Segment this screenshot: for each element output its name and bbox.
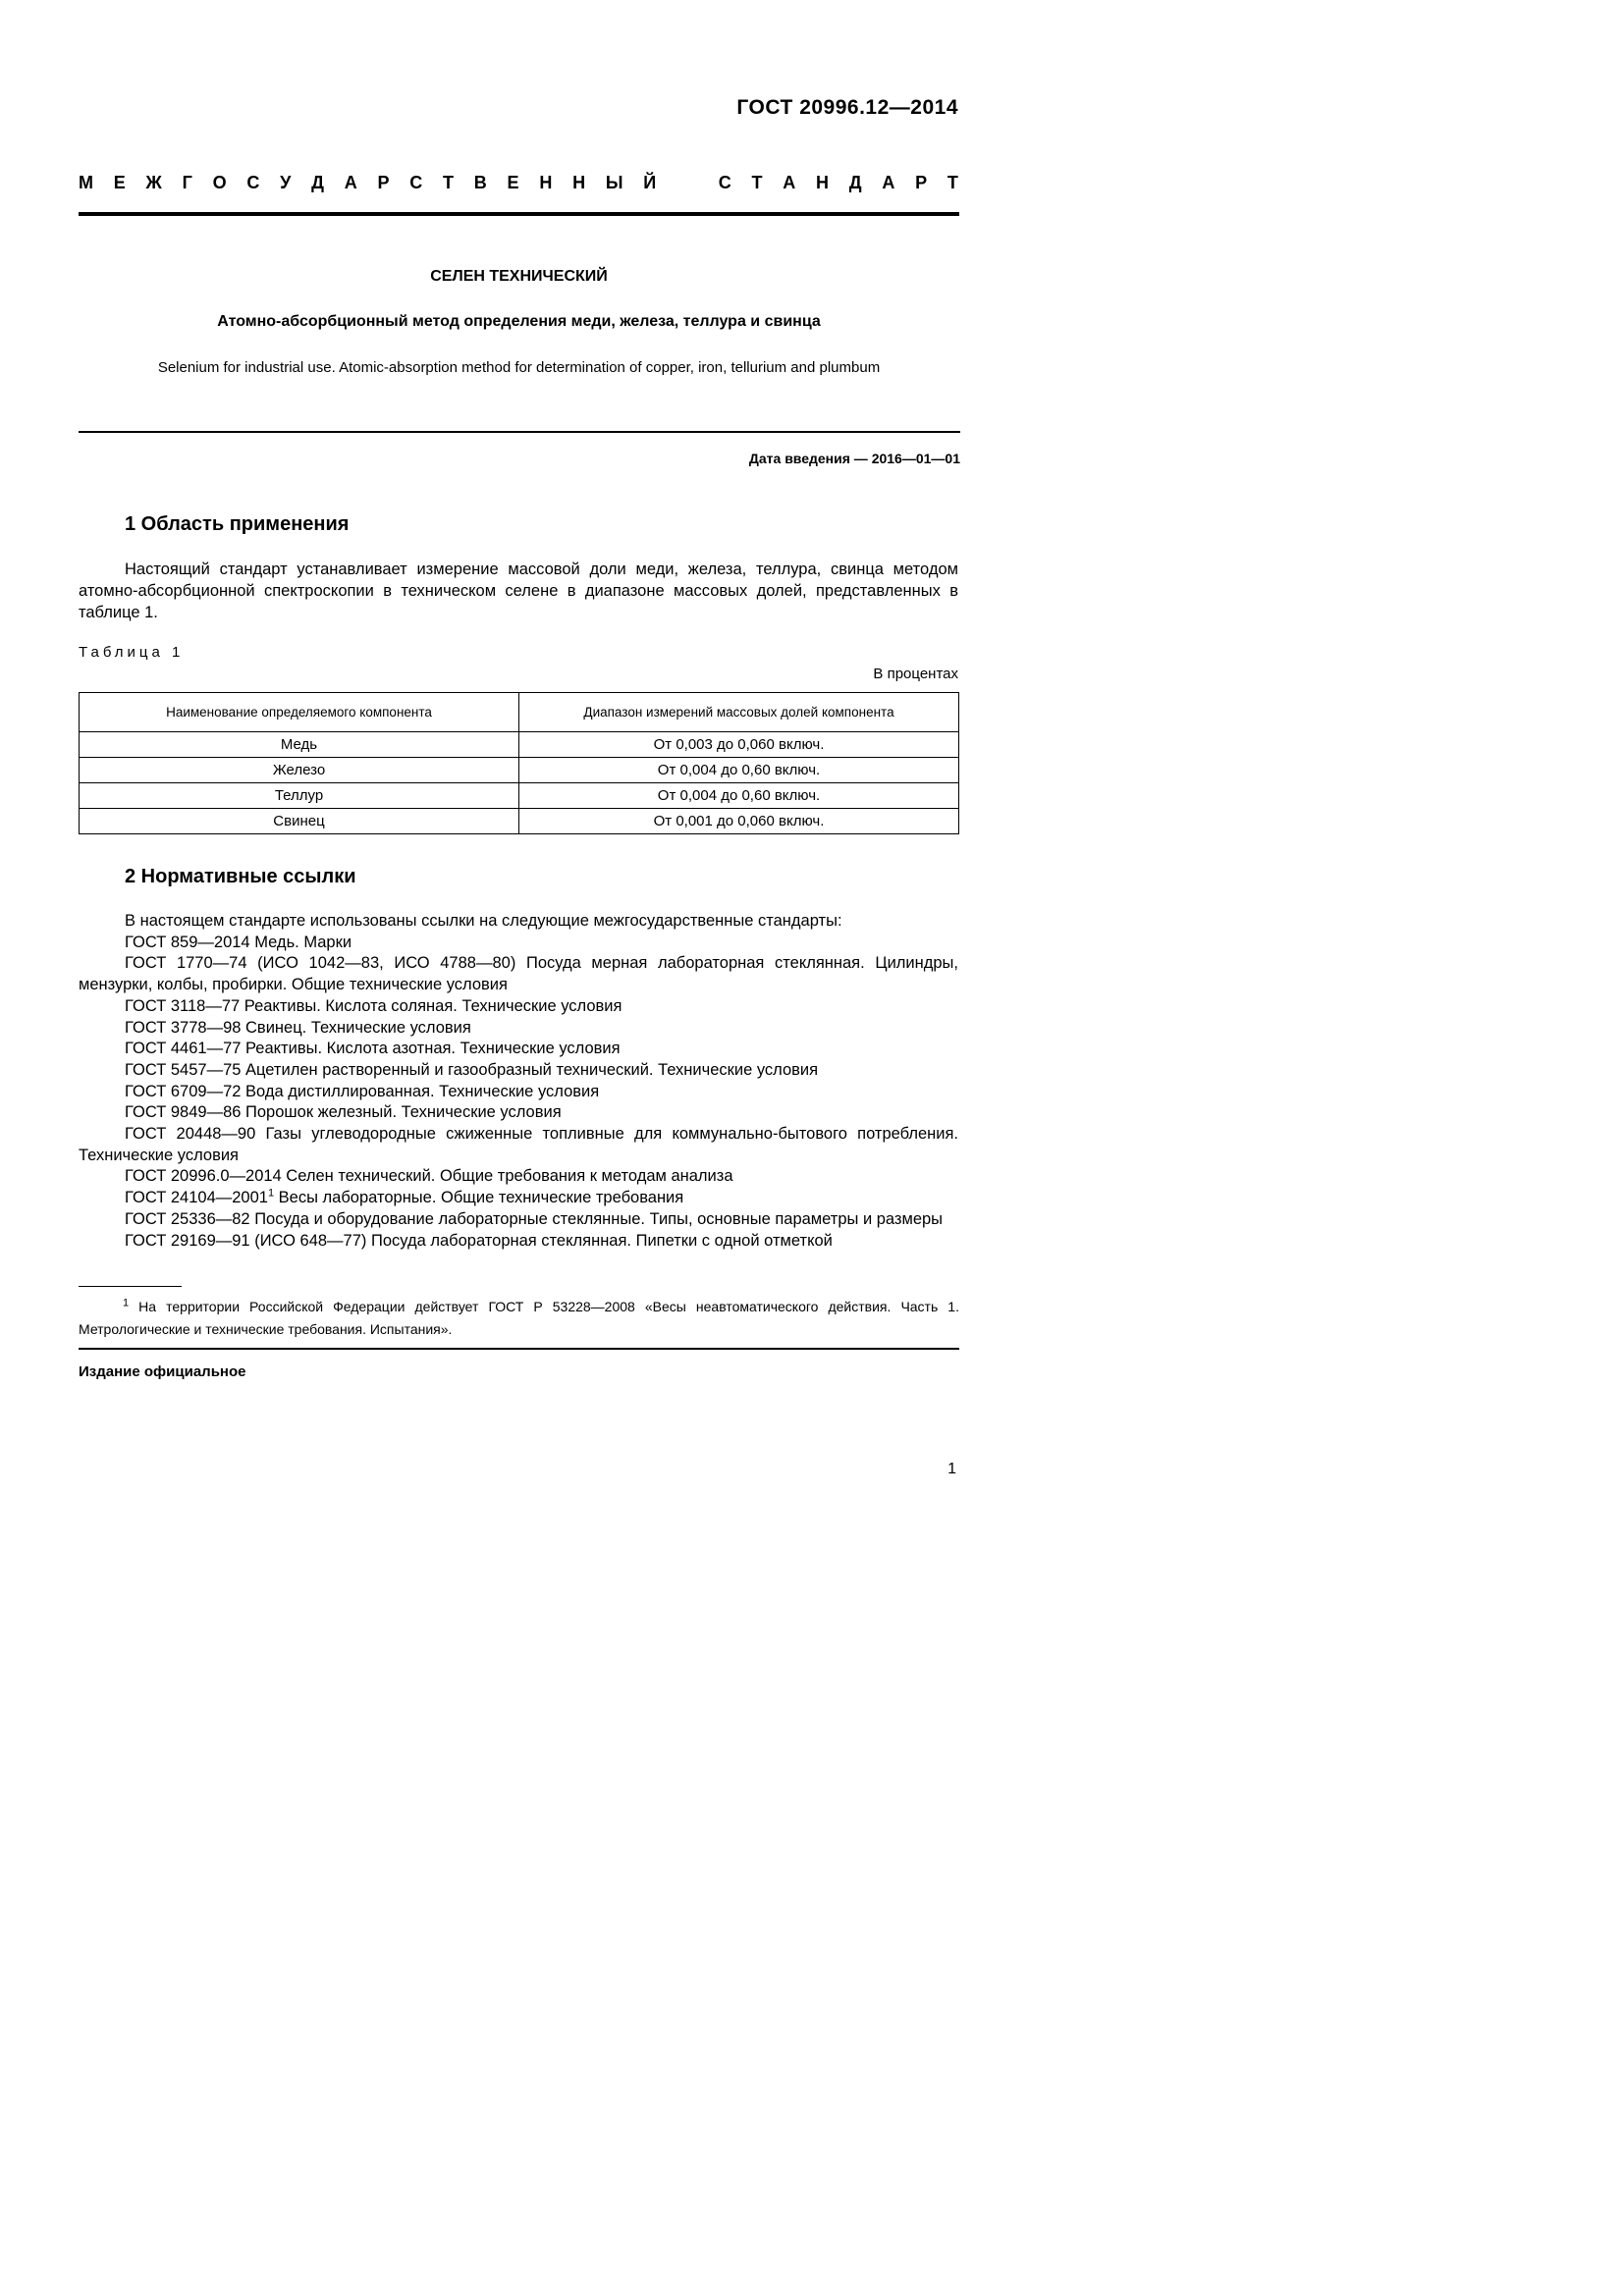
standard-type-letter: Ж: [145, 173, 162, 192]
standard-type-letter: С: [718, 173, 731, 192]
table-header-row: [80, 693, 959, 732]
standard-type-letter: У: [280, 173, 292, 192]
section-heading-scope: 1 Область применения: [125, 513, 350, 535]
range-cell: От 0,004 до 0,60 включ.: [519, 758, 959, 783]
scope-paragraph: Настоящий стандарт устанавливает измерение массовой доли меди, железа, теллура, свинца методом атомно-абсорбционной спектроскопии в техническом селене в диапазоне массовых долей, представленных в таблице 1.: [79, 561, 958, 621]
standard-type-letter: М: [79, 173, 93, 192]
standard-type-letter: А: [882, 173, 895, 192]
standard-type-letter: Ы: [605, 173, 623, 192]
reference-item: ГОСТ 20996.0—2014 Селен технический. Общие требования к методам анализа: [125, 1167, 733, 1186]
table-units: В процентах: [873, 666, 958, 682]
bottom-rule: [79, 1348, 959, 1350]
standard-type-letter: А: [344, 173, 357, 192]
reference-item: ГОСТ 3118—77 Реактивы. Кислота соляная. Технические условия: [125, 996, 622, 1015]
standard-type-letter: Т: [443, 173, 454, 192]
standard-type-letter: Д: [848, 173, 862, 192]
standard-type-heading: [79, 173, 958, 193]
standard-type-letter: Н: [816, 173, 829, 192]
official-edition-label: Издание официальное: [79, 1363, 246, 1380]
document-title: СЕЛЕН ТЕХНИЧЕСКИЙ: [430, 268, 608, 285]
standard-type-letter: Е: [113, 173, 126, 192]
footnote-rule: [79, 1286, 182, 1287]
reference-item: ГОСТ 4461—77 Реактивы. Кислота азотная. Технические условия: [125, 1040, 621, 1058]
table-caption: Таблица 1: [79, 644, 185, 661]
component-cell: Медь: [80, 732, 519, 758]
introduction-date: Дата введения — 2016—01—01: [748, 451, 960, 466]
reference-item: ГОСТ 25336—82 Посуда и оборудование лабораторные стеклянные. Типы, основные параметры и размеры: [125, 1209, 944, 1228]
reference-item: ГОСТ 9849—86 Порошок железный. Технические условия: [125, 1103, 562, 1122]
table-row: [80, 809, 959, 834]
footnote-marker: 1: [267, 1187, 275, 1200]
table-row: [80, 732, 959, 758]
ranges-table: [79, 692, 959, 834]
range-cell: От 0,004 до 0,60 включ.: [519, 783, 959, 809]
reference-item: ГОСТ 20448—90 Газы углеводородные сжиженные топливные для коммунально-бытового потребления. Технические условия: [79, 1125, 958, 1164]
standard-type-letter: Н: [539, 173, 553, 192]
standard-type-letter: В: [473, 173, 487, 192]
footnote-text: На территории Российской Федерации действует ГОСТ Р 53228—2008 «Весы неавтоматического действия. Часть 1. Метрологические и технические требования. Испытания».: [79, 1299, 959, 1337]
component-cell: Железо: [80, 758, 519, 783]
component-cell: Свинец: [80, 809, 519, 834]
standard-type-letter: Й: [643, 173, 657, 192]
footnote: [79, 1296, 959, 1341]
table-header-cell: Наименование определяемого компонента: [80, 693, 519, 732]
standard-type-letter: Р: [377, 173, 390, 192]
references-list: [79, 911, 958, 1252]
standard-type-letter: А: [783, 173, 796, 192]
document-number: ГОСТ 20996.12—2014: [736, 96, 958, 119]
reference-title: Весы лабораторные. Общие технические требования: [274, 1189, 684, 1207]
reference-item: ГОСТ 29169—91 (ИСО 648—77) Посуда лабораторная стеклянная. Пипетки с одной отметкой: [125, 1231, 833, 1250]
standard-type-letter: Е: [507, 173, 519, 192]
standard-type-letter: Т: [947, 173, 958, 192]
standard-type-letter: Р: [915, 173, 928, 192]
standard-type-letter: Н: [572, 173, 586, 192]
reference-item: ГОСТ 859—2014 Медь. Марки: [125, 933, 352, 951]
top-rule: [79, 212, 959, 216]
standard-type-letter: Т: [751, 173, 763, 192]
reference-item: [79, 1188, 958, 1209]
range-cell: От 0,003 до 0,060 включ.: [519, 732, 959, 758]
title-rule: [79, 431, 960, 433]
standard-type-letter: Д: [311, 173, 324, 192]
document-subtitle: Атомно-абсорбционный метод определения меди, железа, теллура и свинца: [217, 313, 821, 330]
reference-item: ГОСТ 1770—74 (ИСО 1042—83, ИСО 4788—80) Посуда мерная лабораторная стеклянная. Цилиндры, мензурки, колбы, пробирки. Общие технические условия: [79, 954, 958, 994]
component-cell: Теллур: [80, 783, 519, 809]
reference-code: ГОСТ 24104—2001: [125, 1189, 268, 1207]
range-cell: От 0,001 до 0,060 включ.: [519, 809, 959, 834]
document-title-english: Selenium for industrial use. Atomic-absorption method for determination of copper, iron, tellurium and plumbum: [157, 359, 881, 376]
standard-type-letter: Г: [182, 173, 192, 192]
table-row: [80, 783, 959, 809]
standard-type-letter: О: [212, 173, 227, 192]
standard-type-letter: С: [246, 173, 260, 192]
references-intro: В настоящем стандарте использованы ссылки на следующие межгосударственные стандарты:: [125, 912, 842, 930]
section-heading-references: 2 Нормативные ссылки: [125, 866, 356, 887]
table-header-cell: Диапазон измерений массовых долей компонента: [519, 693, 959, 732]
page-number: 1: [947, 1461, 956, 1477]
reference-item: ГОСТ 6709—72 Вода дистиллированная. Технические условия: [125, 1082, 600, 1100]
reference-item: ГОСТ 5457—75 Ацетилен растворенный и газообразный технический. Технические условия: [125, 1060, 819, 1079]
standard-type-letter: С: [409, 173, 423, 192]
reference-item: ГОСТ 3778—98 Свинец. Технические условия: [125, 1018, 471, 1037]
letter-gap: [676, 173, 698, 193]
footnote-marker: 1: [123, 1297, 130, 1309]
table-row: [80, 758, 959, 783]
